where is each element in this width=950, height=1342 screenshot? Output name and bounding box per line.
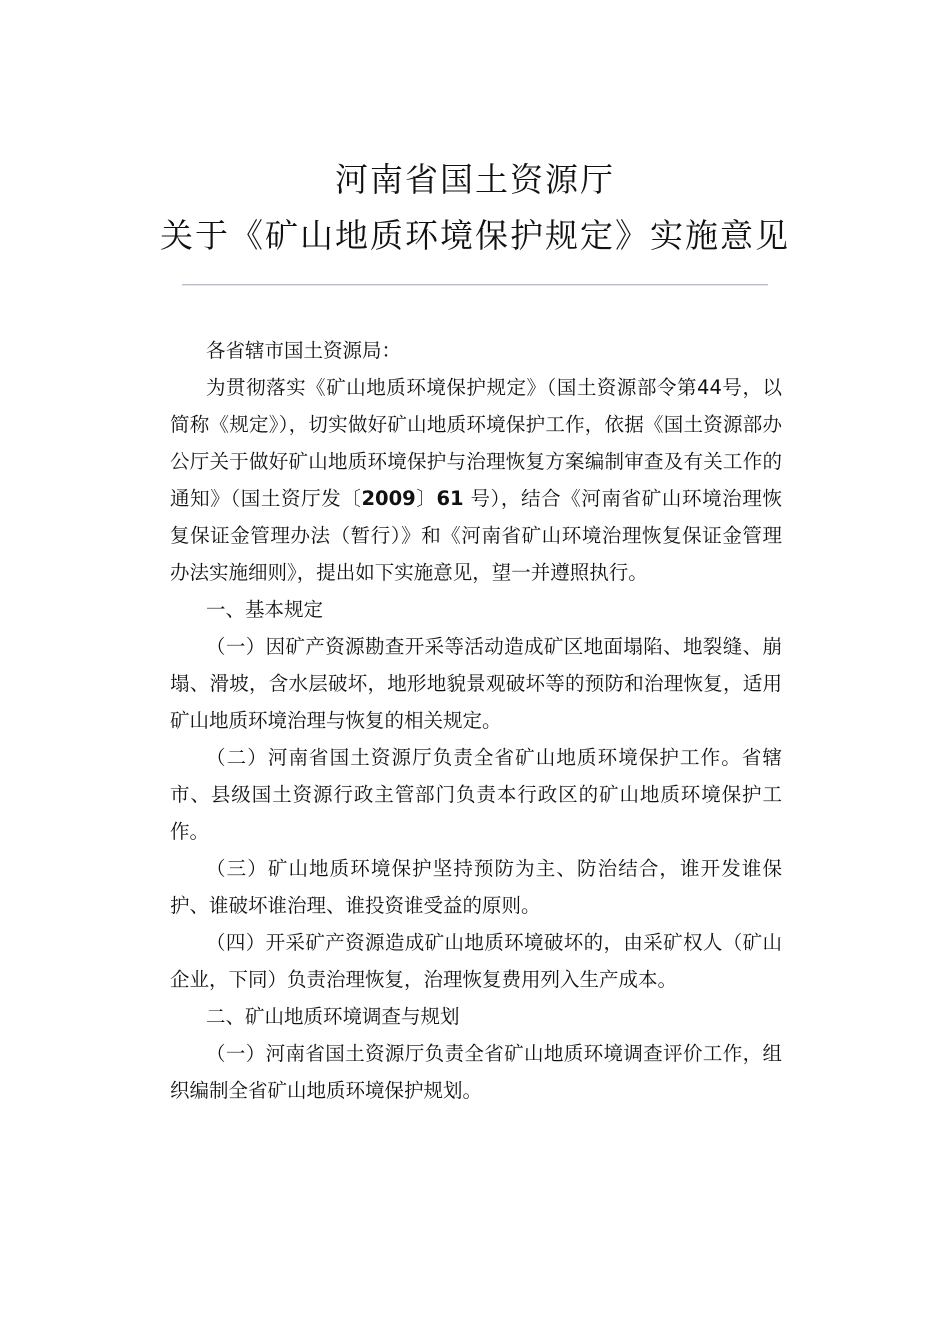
- intro-doc-year: 2009: [361, 487, 416, 510]
- section2-item-1: （一）河南省国土资源厅负责全省矿山地质环境调查评价工作，组织编制全省矿山地质环境保护规划。: [170, 1042, 782, 1102]
- intro-text-a: 为贯彻落实《矿山地质环境保护规定》（国土资源部令第: [206, 376, 698, 399]
- document-title-line2: 关于《矿山地质环境保护规定》实施意见: [160, 216, 790, 255]
- section1-item-3: （三）矿山地质环境保护坚持预防为主、防治结合，谁开发谁保护、谁破坏谁治理、谁投资谁受益的原则。: [170, 857, 782, 917]
- intro-paragraph: [170, 369, 782, 591]
- section1-item-4: （四）开采矿产资源造成矿山地质环境破坏的，由采矿权人（矿山企业，下同）负责治理恢复，治理恢复费用列入生产成本。: [170, 931, 782, 991]
- intro-text-c: 〕: [415, 487, 437, 510]
- intro-order-number: 44: [697, 376, 722, 399]
- section1-item-2: （二）河南省国土资源厅负责全省矿山地质环境保护工作。省辖市、县级国土资源行政主管部门负责本行政区的矿山地质环境保护工作。: [170, 746, 782, 843]
- intro-text-b: 号，以简称《规定》），切实做好矿山地质环境保护工作，依据《国土资源部办公厅关于做好矿山地质环境保护与治理恢复方案编制审查及有关工作的通知》（国土资厅发〔: [170, 376, 782, 510]
- section1-item-1: （一）因矿产资源勘查开采等活动造成矿区地面塌陷、地裂缝、崩塌、滑坡，含水层破坏，地形地貌景观破坏等的预防和治理恢复，适用矿山地质环境治理与恢复的相关规定。: [170, 635, 782, 732]
- section-heading-2: 二、矿山地质环境调查与规划: [206, 1005, 460, 1028]
- intro-doc-number: 61: [436, 487, 464, 510]
- salutation: 各省辖市国土资源局：: [206, 339, 402, 362]
- title-divider: [182, 284, 768, 285]
- document-body: [170, 332, 782, 1109]
- section-heading-1: 一、基本规定: [206, 598, 324, 621]
- document-title-line1: 河南省国土资源厅: [335, 160, 615, 199]
- intro-text-d: 号），结合《河南省矿山环境治理恢复保证金管理办法（暂行）》和《河南省矿山环境治理恢复保证金管理办法实施细则》，提出如下实施意见，望一并遵照执行。: [170, 487, 782, 584]
